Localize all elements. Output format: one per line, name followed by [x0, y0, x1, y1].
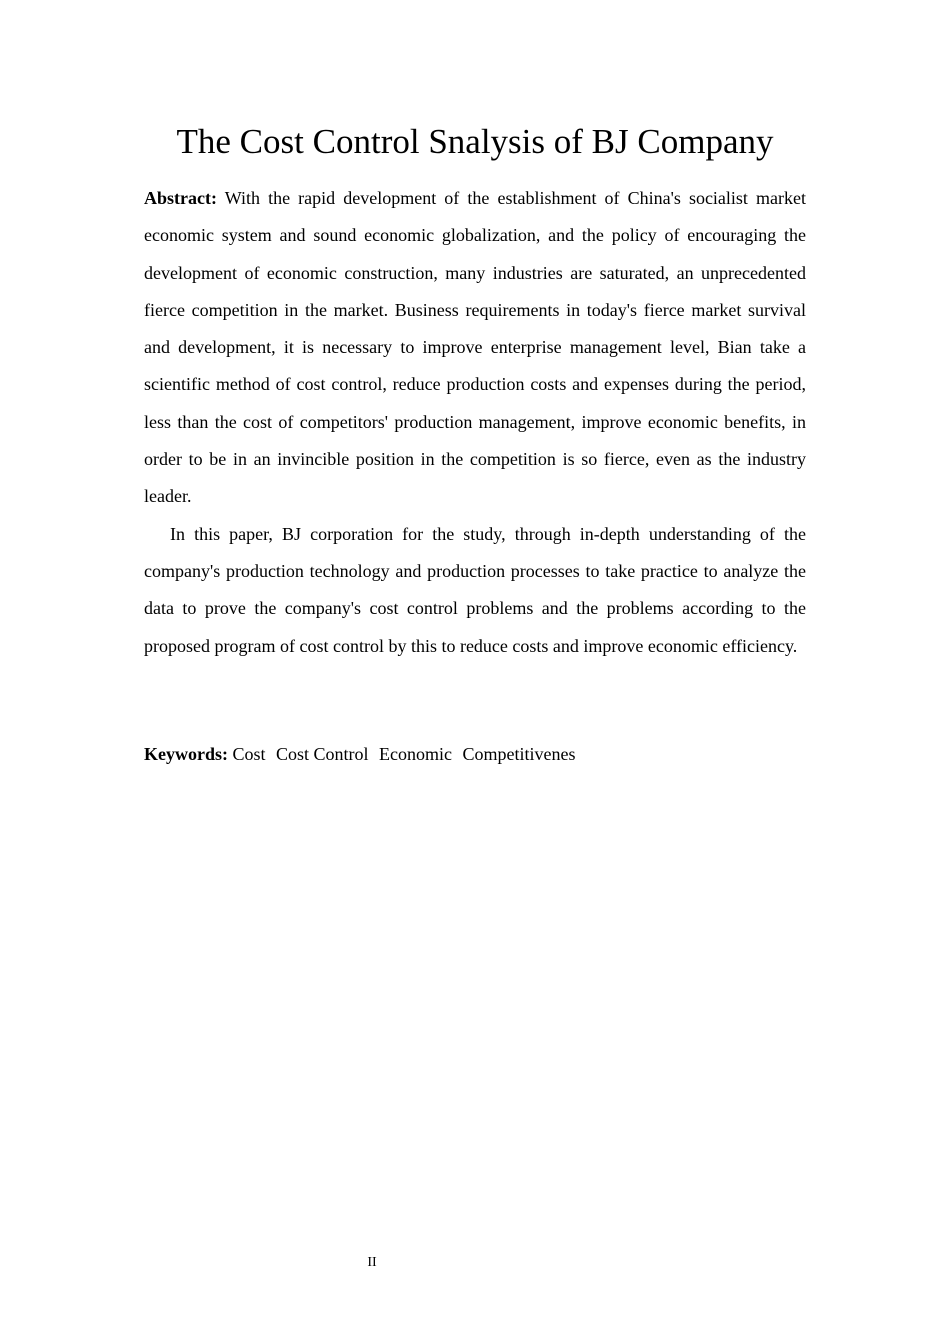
keyword-item: Cost	[232, 744, 266, 764]
abstract-text-1: With the rapid development of the establishment of China's socialist market economic system and sound economic globalization, and the policy of encouraging the development of economic construction, many industries are saturated, an unprecedented fierce competition in the market. Business requirements in today's fierce market survival and development, it is necessary to improve enterprise management level, Bian take a scientific method of cost control, reduce production costs and expenses during the period, less than the cost of competitors' production management, improve economic benefits, in order to be in an invincible position in the competition is so fierce, even as the industry leader.	[144, 188, 806, 507]
abstract-label: Abstract:	[144, 188, 217, 208]
abstract-section	[144, 180, 806, 665]
keyword-item: Economic	[379, 744, 453, 764]
abstract-paragraph-1	[144, 180, 806, 516]
keyword-item: Competitivenes	[462, 744, 576, 764]
page-number: II	[367, 1255, 377, 1270]
abstract-paragraph-2: In this paper, BJ corporation for the study, through in-depth understanding of the company's production technology and production processes to take practice to analyze the data to prove the company's cost control problems and the problems according to the proposed program of cost control by this to reduce costs and improve economic efficiency.	[144, 523, 806, 656]
paper-title: The Cost Control Snalysis of BJ Company	[176, 122, 774, 161]
keyword-item: Cost Control	[276, 744, 369, 764]
keywords-line	[144, 736, 806, 773]
keywords-label: Keywords:	[144, 744, 228, 764]
